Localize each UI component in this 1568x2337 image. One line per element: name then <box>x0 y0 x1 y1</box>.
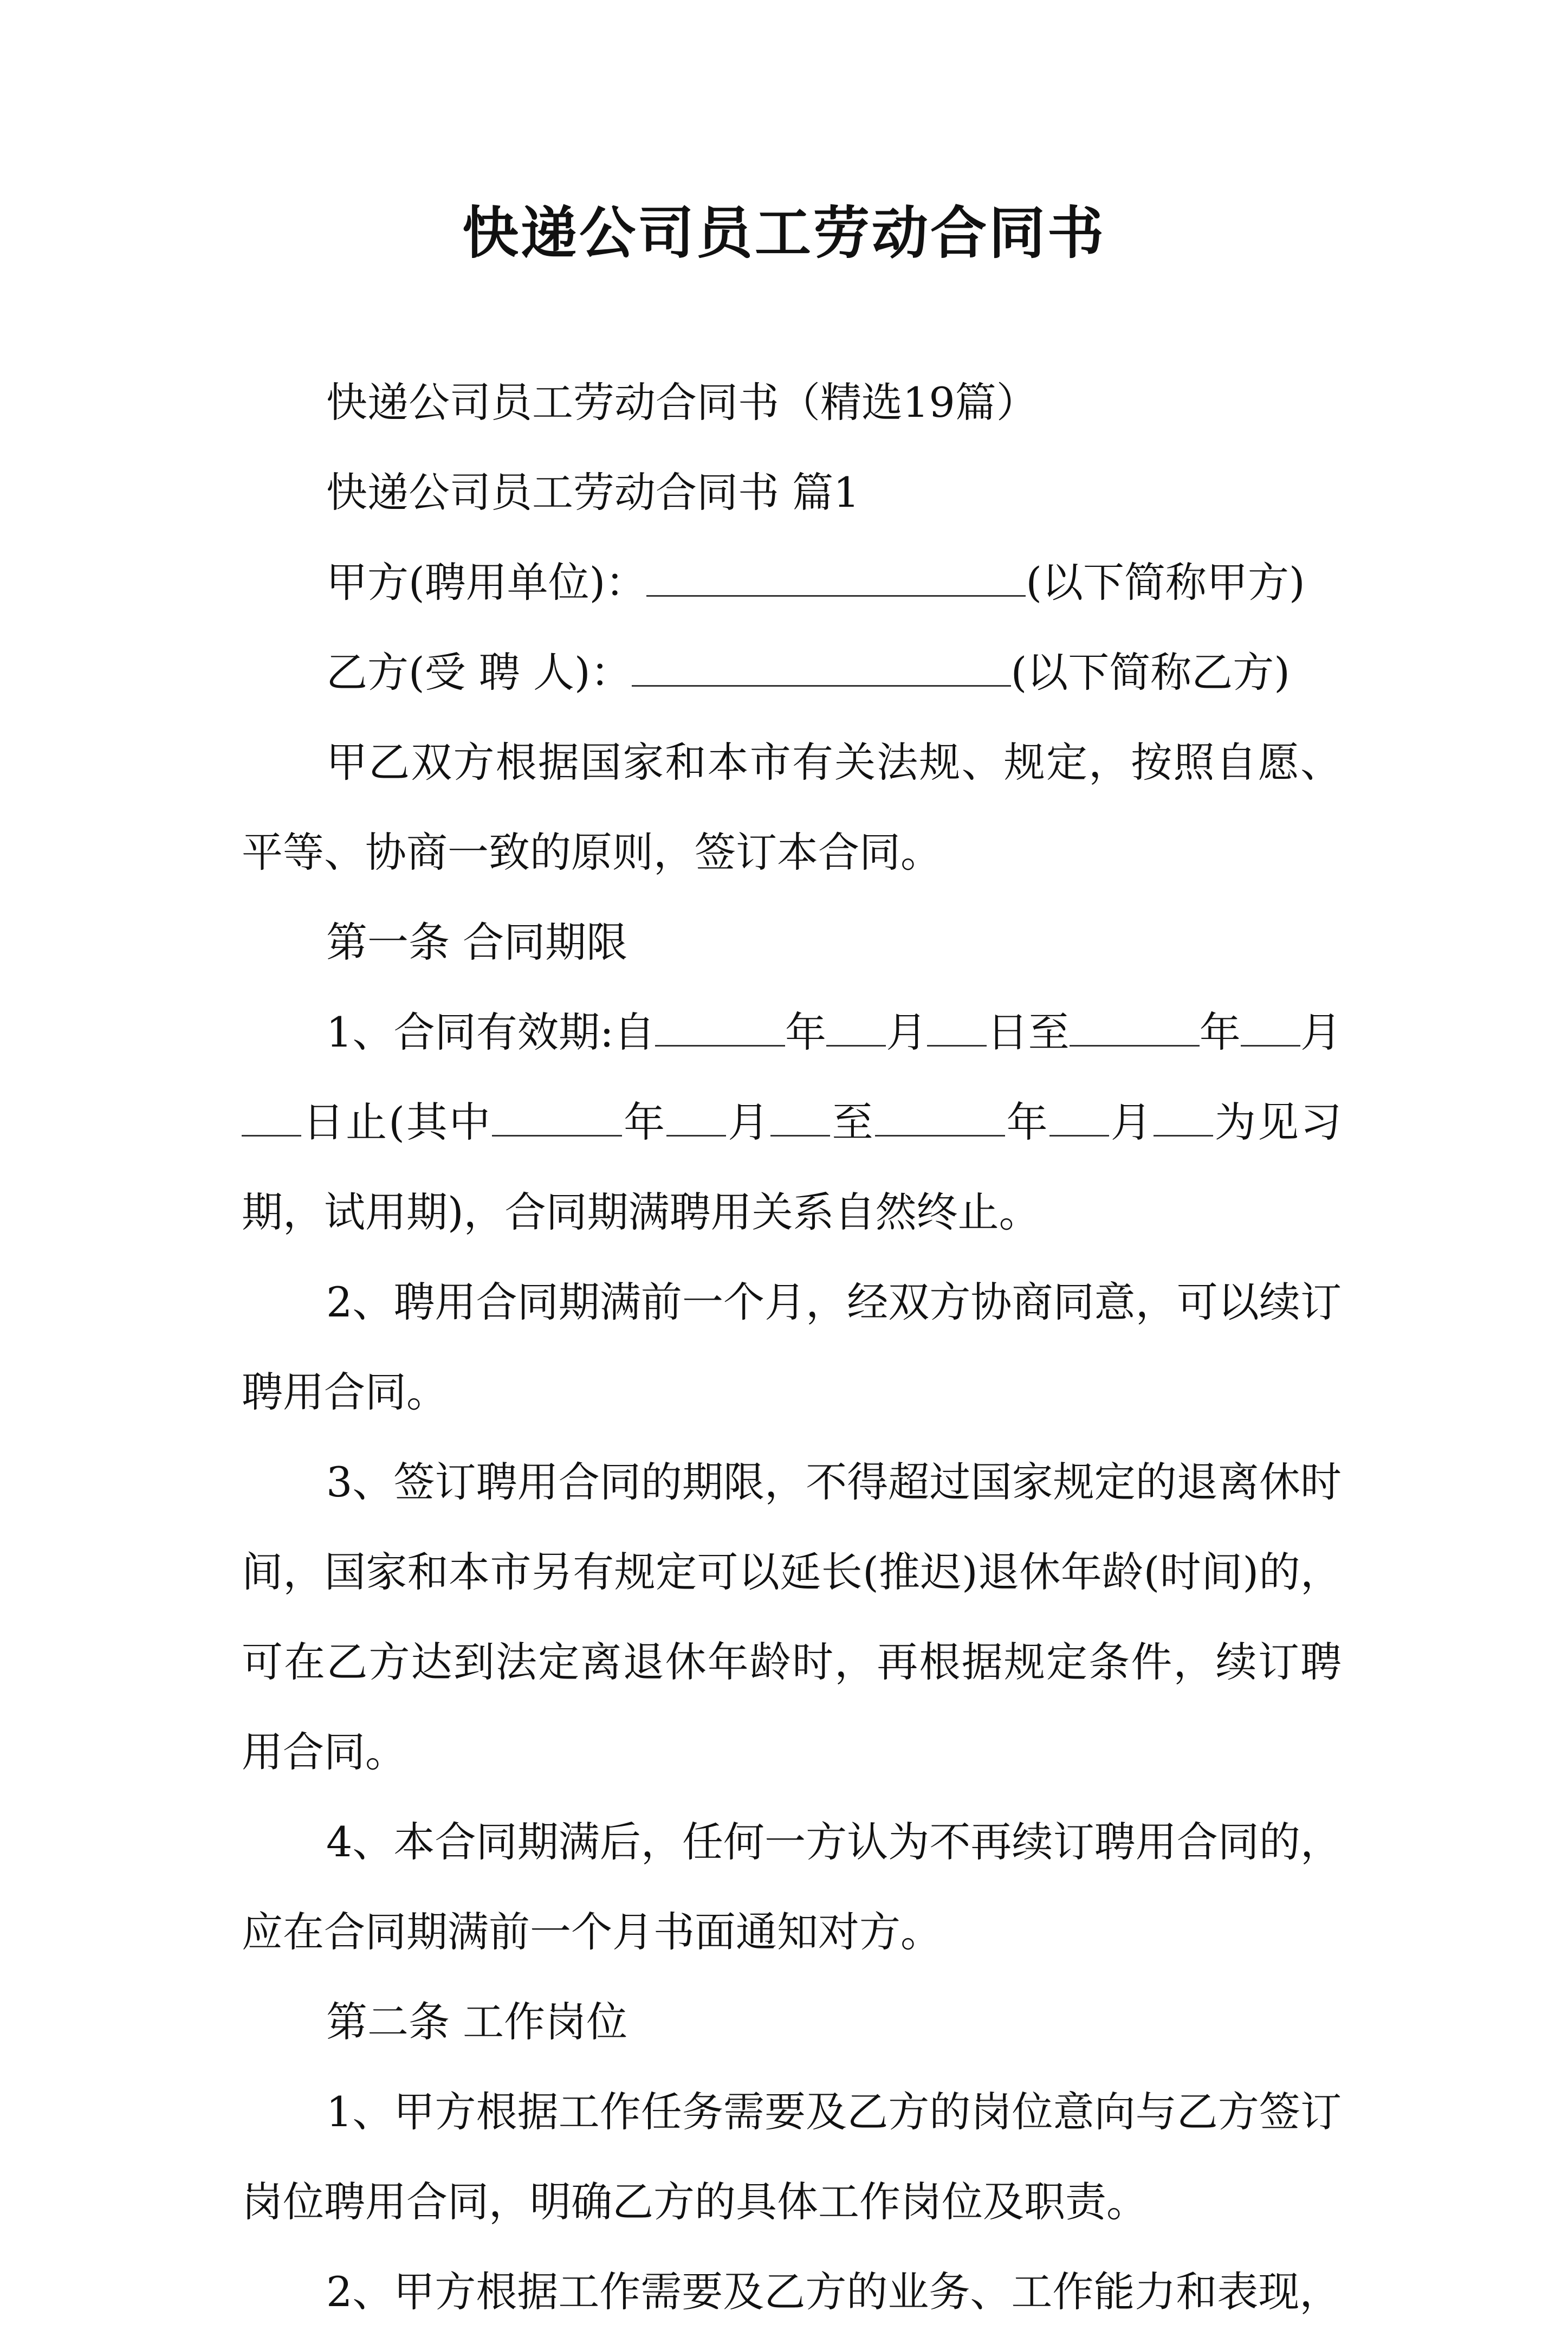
party-a-suffix: (以下简称甲方) <box>1026 558 1305 606</box>
article1-item3: 3、签订聘用合同的期限，不得超过国家规定的退离休时间，国家和本市另有规定可以延长(推迟)退休年龄(时间)的，可在乙方达到法定离退休年龄时，再根据规定条件，续订聘用合同。 <box>242 1458 1342 1776</box>
party-b-suffix: (以下简称乙方) <box>1010 648 1290 696</box>
article1-term <box>242 987 1342 1257</box>
term-month: 月 <box>1300 1008 1342 1056</box>
blank <box>666 1097 726 1137</box>
blank <box>826 1007 886 1047</box>
article1-item4: 4、本合同期满后，任何一方认为不再续订聘用合同的，应在合同期满前一个月书面通知对方。 <box>242 1818 1342 1956</box>
term-year: 年 <box>1005 1098 1049 1146</box>
blank <box>1070 1007 1200 1047</box>
article2-item2: 2、甲方根据工作需要及乙方的业务、工作能力和表现， <box>326 2268 1341 2316</box>
term-month: 月 <box>1109 1098 1154 1146</box>
term-day-end: 日止(其中 <box>301 1098 493 1146</box>
article2-item1: 1、甲方根据工作任务需要及乙方的岗位意向与乙方签订岗位聘用合同，明确乙方的具体工作岗位及职责。 <box>242 2088 1342 2226</box>
term-day-to: 日至 <box>987 1008 1070 1056</box>
party-a-blank <box>646 557 1026 597</box>
term-month: 月 <box>886 1008 928 1056</box>
term-year: 年 <box>1199 1008 1241 1056</box>
preamble: 甲乙双方根据国家和本市有关法规、规定，按照自愿、平等、协商一致的原则，签订本合同。 <box>242 738 1342 876</box>
party-b-line <box>242 628 1342 718</box>
term-prefix: 1、合同有效期:自 <box>326 1008 655 1056</box>
article1-heading: 第一条 合同期限 <box>326 918 628 966</box>
party-a-line <box>242 538 1342 628</box>
term-end: 为见习期，试用期)，合同期满聘用关系自然终止。 <box>242 1098 1342 1236</box>
document-title: 快递公司员工劳动合同书 <box>462 199 1106 266</box>
blank <box>927 1007 987 1047</box>
article2-heading: 第二条 工作岗位 <box>326 1998 628 2046</box>
blank <box>770 1097 830 1137</box>
blank <box>655 1007 785 1047</box>
term-year: 年 <box>785 1008 827 1056</box>
term-to: 至 <box>830 1098 875 1146</box>
party-a-label: 甲方(聘用单位)： <box>326 558 647 606</box>
party-b-blank <box>632 647 1011 687</box>
document-body <box>242 358 1342 2337</box>
blank <box>875 1097 1005 1137</box>
term-year: 年 <box>622 1098 667 1146</box>
blank <box>1154 1097 1213 1137</box>
blank <box>1241 1007 1300 1047</box>
blank <box>242 1097 301 1137</box>
subtitle: 快递公司员工劳动合同书（精选19篇） <box>326 378 1038 427</box>
blank <box>1049 1097 1109 1137</box>
blank <box>492 1097 622 1137</box>
term-month: 月 <box>726 1098 771 1146</box>
section-heading: 快递公司员工劳动合同书 篇1 <box>326 468 860 517</box>
article1-item2: 2、聘用合同期满前一个月，经双方协商同意，可以续订聘用合同。 <box>242 1278 1342 1416</box>
party-b-label: 乙方(受 聘 人)： <box>326 648 632 696</box>
